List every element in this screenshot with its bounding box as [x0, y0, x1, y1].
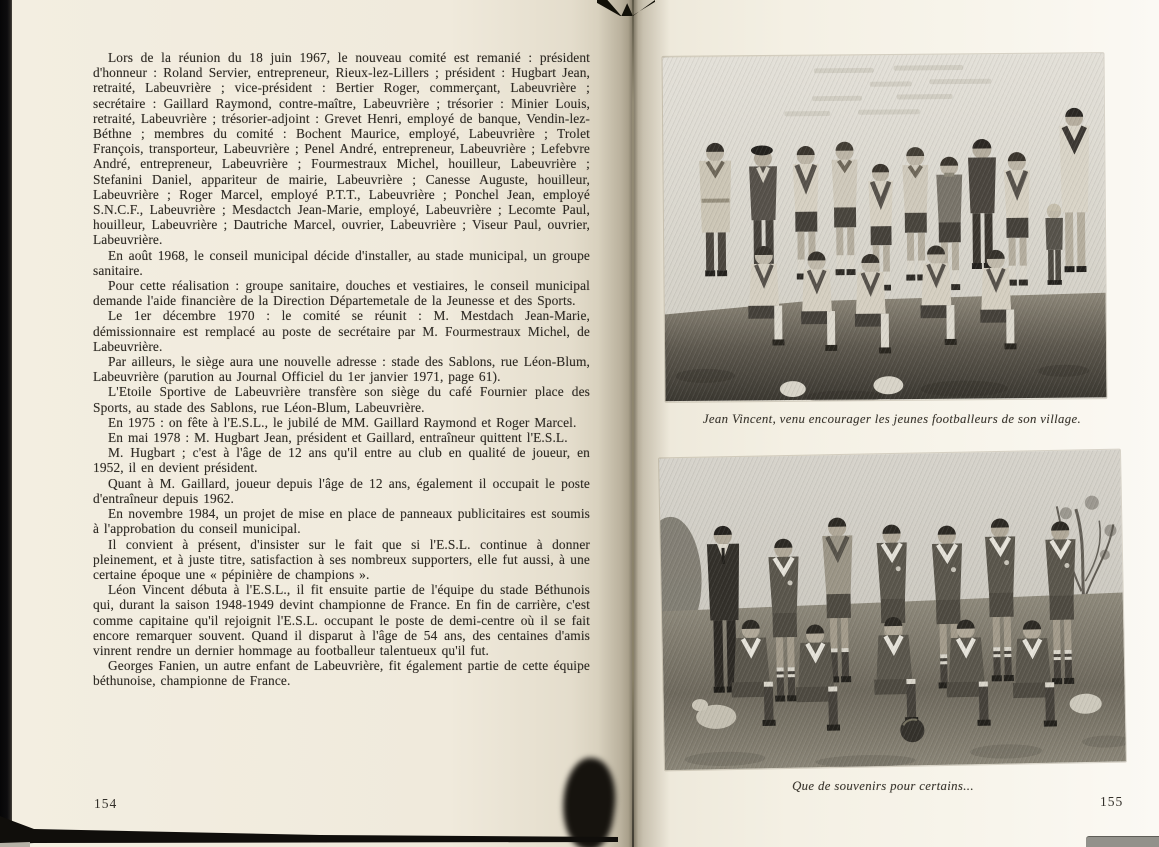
paragraph: En mai 1978 : M. Hugbart Jean, président et Gaillard, entraîneur quittent l'E.S.L.	[108, 430, 568, 446]
paragraph: Lors de la réunion du 18 juin 1967, le nouveau comité est remanié : président d'honneur : Roland Servier, entrepreneur, Rieux-lez-Lillers ; président : Hugbart Jean, retraité, Labeuvrière ; vice-président : Bertier Roger, commerçant, Labeuvrière ; secrétaire : Gaillard Raymond, contre-maître, Labeuvrière ; trésorier : Minier Louis, retraité, Labeuvrière ; trésorier-adjoint : Grevet Henri, employé de banque, Vendin-lez-Béthne ; membres du comité : Bochent Maurice, employé, Labeuvrière ; Trolet François, transporteur, Labeuvrière ; Penel André, entrepreneur, Labeuvrière ; Lefebvre André, entrepreneur, Labeuvrière ; Fourmestraux Michel, houilleur, Labeuvrière ; Stefanini Daniel, appariteur de mairie, Labeuvrière ; Canesse Auguste, houilleur, Labeuvrière ; Roger Marcel, employé P.T.T., Labeuvrière ; Ponchel Jean, employé S.N.C.F., Labeuvrière ; Mesdactch Jean-Marie, employé, Labeuvrière ; Lecomte Paul, houilleur, Labeuvrière ; Dautriche Marcel, ouvrier, Labeuvrière ; Viseur Paul, ouvrier, Labeuvrière.	[93, 50, 590, 248]
photo-caption: Que de souvenirs pour certains...	[792, 779, 974, 793]
left-page-text-column	[93, 50, 590, 689]
photo-caption: Jean Vincent, venu encourager les jeunes footballeurs de son village.	[702, 412, 1082, 426]
paragraph: Quant à M. Gaillard, joueur depuis l'âge de 12 ans, également il occupait le poste d'entraîneur depuis 1962.	[93, 475, 590, 506]
paragraph: M. Hugbart ; c'est à l'âge de 12 ans qu'il entre au club en qualité de joueur, en 1952, il en devient président.	[93, 445, 590, 476]
paragraph: Georges Fanien, un autre enfant de Labeuvrière, fit également partie de cette équipe béthunoise, championne de France.	[93, 658, 590, 689]
paragraph: En novembre 1984, un projet de mise en place de panneaux publicitaires est soumis à l'approbation du conseil municipal.	[93, 506, 590, 537]
senior-team-photo-graphic	[659, 450, 1126, 771]
senior-team-photo	[659, 450, 1126, 771]
paragraph: En août 1968, le conseil municipal décide d'installer, au stade municipal, un groupe sanitaire.	[93, 247, 590, 278]
paragraph: Léon Vincent débuta à l'E.S.L., il fit ensuite partie de l'équipe du stade Béthunois qui, durant la saison 1948-1949 devint championne de France. En fin de carrière, c'est comme capitaine qu'il rejoignit l'E.S.L. occupant le poste de demi-centre où il se fait encore remarquer souvent. Quand il disparut à l'âge de 54 ans, des centaines d'amis vinrent rendre un dernier hommage au footballeur talentueux qu'il fut.	[93, 582, 590, 658]
page-number-left: 154	[94, 796, 118, 811]
paragraph: L'Etoile Sportive de Labeuvrière transfère son siège du café Fournier place des Sports, au stade des Sablons, rue Léon-Blum, Labeuvrière.	[93, 384, 590, 415]
youth-team-photo-graphic	[663, 53, 1107, 402]
paragraph: Pour cette réalisation : groupe sanitaire, douches et vestiaires, le conseil municipal demande l'aide financière de la Direction Départemetale de la Jeunesse et des Sports.	[93, 278, 590, 309]
paragraph: En 1975 : on fête à l'E.S.L., le jubilé de MM. Gaillard Raymond et Roger Marcel.	[108, 414, 577, 430]
gutter-line	[632, 0, 634, 847]
paragraph: Il convient à présent, d'insister sur le fait que si l'E.S.L. continue à donner pleinement, et à juste titre, satisfaction à ses nombreux supporters, elle fut aussi, à une certaine époque une « pépinière de champions ».	[93, 536, 590, 582]
paragraph: Le 1er décembre 1970 : le comité se réunit : M. Mestdach Jean-Marie, démissionnaire est remplacé au poste de secrétaire par M. Fourmestraux Michel, de Labeuvrière.	[93, 308, 590, 354]
book-left-edge	[0, 0, 12, 847]
bottom-right-edge-strip	[1086, 836, 1159, 847]
page-number-right: 155	[1100, 794, 1124, 809]
youth-team-photo	[663, 53, 1107, 402]
paragraph: Par ailleurs, le siège aura une nouvelle adresse : stade des Sablons, rue Léon-Blum, Labeuvrière (parution au Journal Officiel du 1er janvier 1971, page 61).	[93, 354, 590, 385]
